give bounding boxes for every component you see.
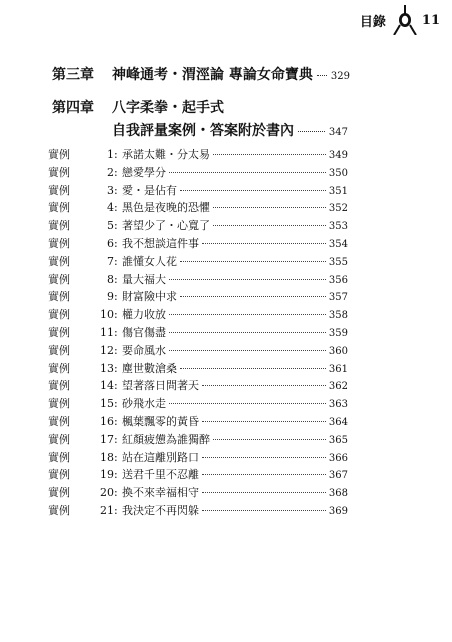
case-number: 17 [100,432,114,446]
chapter-label: 第三章 [52,67,94,83]
case-title: 送君千里不忍離 [122,468,199,482]
case-title: 戀愛學分 [122,165,166,179]
case-number: 4 [107,201,114,215]
case-number: 8 [107,272,114,286]
case-label: 實例 [48,432,70,446]
chapter-entry[interactable] [52,64,348,84]
case-page: 369 [328,505,348,517]
case-title: 誰懂女人花 [122,254,177,268]
case-page: 349 [328,150,348,161]
case-number: 12 [100,343,114,357]
case-number: 18 [100,450,114,464]
case-entry[interactable]: 實例 4 : 黑色是夜晚的恐懼 352 [48,201,348,215]
case-entry[interactable]: 實例 21 : 我決定不再閃躲 369 [48,503,348,517]
page-header [360,10,440,30]
dot-leader [202,421,326,422]
case-title: 換不來幸福相守 [122,486,199,500]
case-title: 傷官傷盡 [122,325,166,339]
chapter-title: 八字柔拳・起手式 [112,100,224,116]
case-label: 實例 [48,361,70,375]
dot-leader [202,474,326,475]
case-page: 351 [328,185,348,197]
case-number: 2 [107,165,114,179]
case-label: 實例 [48,254,70,268]
case-title: 財富險中求 [122,290,177,304]
case-title: 要命風水 [122,343,166,357]
dot-leader [180,261,326,262]
case-number: 21 [100,503,114,517]
case-number: 10 [100,308,114,322]
case-entry[interactable]: 實例 16 : 楓葉飄零的黃昏 364 [48,414,348,428]
case-list [48,146,348,520]
case-label: 實例 [48,325,70,339]
case-number: 3 [107,183,114,197]
dot-leader [213,225,326,226]
case-number: 7 [107,254,114,268]
case-entry[interactable]: 實例 11 : 傷官傷盡 359 [48,325,348,339]
dot-leader [169,332,326,333]
case-title: 紅顏疲憊為誰獨醉 [122,432,210,446]
dot-leader [213,154,326,155]
case-number: 14 [100,379,114,393]
case-number: 11 [100,325,114,339]
knot-ornament-icon [392,5,418,35]
case-label: 實例 [48,343,70,357]
case-title: 砂飛水走 [122,397,166,411]
case-number: 20 [100,486,114,500]
case-title: 站在這離別路口 [122,450,199,464]
case-page: 366 [328,452,348,464]
case-label: 實例 [48,308,70,322]
case-page: 368 [328,488,348,500]
case-label: 實例 [48,486,70,500]
case-page: 354 [328,238,348,250]
case-entry[interactable]: 實例 1 : 承諾太難・分太易 349 [48,148,348,161]
case-page: 356 [328,274,348,286]
case-title: 塵世數滄桑 [122,361,177,375]
chapter-page: 347 [328,127,348,138]
case-page: 353 [328,221,348,233]
case-label: 實例 [48,503,70,517]
case-label: 實例 [48,290,70,304]
case-entry[interactable]: 實例 14 : 望著落日問著天 362 [48,379,348,393]
case-number: 16 [100,414,114,428]
case-entry[interactable]: 實例 8 : 量大福大 356 [48,272,348,286]
dot-leader [202,492,326,493]
case-page: 359 [328,327,348,339]
case-label: 實例 [48,414,70,428]
case-label: 實例 [48,397,70,411]
case-title: 楓葉飄零的黃昏 [122,414,199,428]
dot-leader [169,172,326,173]
dot-leader [213,439,326,440]
case-number: 6 [107,236,114,250]
case-title: 我決定不再閃躲 [122,503,199,517]
case-label: 實例 [48,272,70,286]
case-number: 15 [100,397,114,411]
case-title: 黑色是夜晚的恐懼 [122,201,210,215]
case-page: 367 [328,470,348,482]
dot-leader [169,279,326,280]
dot-leader [169,403,326,404]
case-title: 權力收放 [122,308,166,322]
case-title: 我不想談這件事 [122,236,199,250]
case-label: 實例 [48,236,70,250]
case-entry[interactable]: 實例 13 : 塵世數滄桑 361 [48,361,348,375]
case-title: 望著落日問著天 [122,379,199,393]
dot-leader [298,131,325,132]
chapter-label: 第四章 [52,100,94,116]
case-number: 13 [100,361,114,375]
case-entry[interactable]: 實例 6 : 我不想談這件事 354 [48,236,348,250]
case-entry[interactable]: 實例 20 : 換不來幸福相守 368 [48,486,348,500]
case-entry[interactable]: 實例 10 : 權力收放 358 [48,308,348,322]
case-page: 363 [328,399,348,411]
case-number: 5 [107,219,114,233]
case-label: 實例 [48,165,70,179]
case-page: 360 [328,345,348,357]
case-page: 352 [328,203,348,215]
dot-leader [202,510,326,511]
case-entry[interactable]: 實例 7 : 誰懂女人花 355 [48,254,348,268]
dot-leader [202,457,326,458]
case-label: 實例 [48,219,70,233]
case-entry[interactable]: 實例 15 : 砂飛水走 363 [48,397,348,411]
chapter-entry[interactable] [52,97,348,140]
case-title: 承諾太難・分太易 [122,148,210,161]
page-number: 11 [421,12,440,28]
case-number: 19 [100,468,114,482]
dot-leader [317,75,327,76]
case-entry[interactable]: 實例 19 : 送君千里不忍離 367 [48,468,348,482]
case-entry[interactable]: 實例 2 : 戀愛學分 350 [48,165,348,179]
case-page: 350 [328,167,348,179]
case-label: 實例 [48,148,70,161]
dot-leader [202,243,326,244]
chapter-title: 神峰通考・渭涇論 專論女命寶典 [112,67,313,83]
chapter-page: 329 [330,71,350,82]
dot-leader [169,350,326,351]
case-label: 實例 [48,468,70,482]
case-label: 實例 [48,183,70,197]
case-entry[interactable]: 實例 9 : 財富險中求 357 [48,290,348,304]
case-label: 實例 [48,450,70,464]
dot-leader [180,296,326,297]
case-page: 357 [328,292,348,304]
case-entry[interactable]: 實例 5 : 著望少了・心寬了 353 [48,219,348,233]
case-page: 364 [328,416,348,428]
dot-leader [180,368,326,369]
case-entry[interactable]: 實例 17 : 紅顏疲憊為誰獨醉 365 [48,432,348,446]
dot-leader [169,314,326,315]
case-page: 365 [328,434,348,446]
case-title: 愛・是佔有 [122,183,177,197]
case-title: 量大福大 [122,272,166,286]
case-label: 實例 [48,379,70,393]
case-number: 1 [107,148,114,161]
case-page: 355 [328,256,348,268]
case-title: 著望少了・心寬了 [122,219,210,233]
header-title: 目錄 [359,14,386,30]
case-entry[interactable]: 實例 3 : 愛・是佔有 351 [48,183,348,197]
case-label: 實例 [48,201,70,215]
case-number: 9 [107,290,114,304]
case-entry[interactable]: 實例 12 : 要命風水 360 [48,343,348,357]
case-page: 362 [328,381,348,393]
case-entry[interactable]: 實例 18 : 站在這離別路口 366 [48,450,348,464]
case-page: 361 [328,363,348,375]
case-page: 358 [328,310,348,322]
dot-leader [213,207,326,208]
dot-leader [180,190,326,191]
dot-leader [202,385,326,386]
chapter-subtitle: 自我評量案例・答案附於書內 [112,123,294,139]
